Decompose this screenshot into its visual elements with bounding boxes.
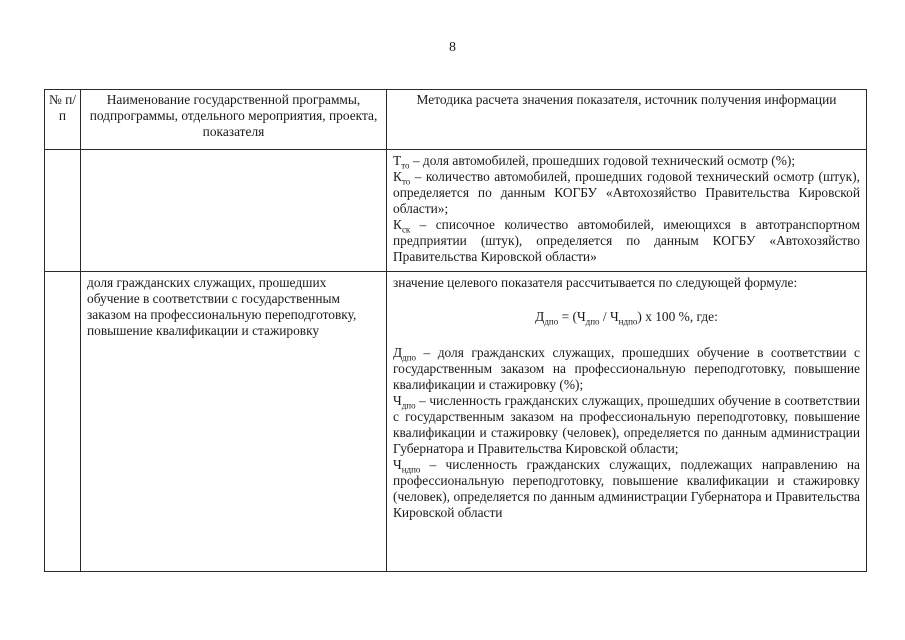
definition-tto: $Т_{то}$ – доля автомобилей, прошедших годовой технический осмотр (%); xyxy=(393,153,796,171)
header-name: Наименование государственной программы, подпрограммы, отдельного мероприятия, проекта, показателя xyxy=(81,90,387,150)
definition-ksk: $К_{ск}$ – списочное количество автомобилей, имеющихся в автотранспортном предприятии (штук), определяется по данным КОГБУ «Автохозяйство Правительства Кировской области» xyxy=(393,217,860,264)
table-row xyxy=(45,272,867,572)
formula-intro: значение целевого показателя рассчитывается по следующей формуле: xyxy=(393,275,798,290)
row1-method-cell xyxy=(387,150,867,272)
definition-chndpo: $Ч_{ндпо}$ – численность гражданских служащих, подлежащих направлению на профессиональную переподготовку, повышение квалификации и стажировку (человек), определяется по данным администрации Губернатора и Правительства Кировской области xyxy=(393,457,860,520)
row2-name-cell xyxy=(81,272,387,572)
definition-kto: $К_{то}$ – количество автомобилей, прошедших годовой технический осмотр (штук), определяется по данным КОГБУ «Автохозяйство Правительства Кировской области»; xyxy=(393,169,860,216)
indicator-table xyxy=(44,89,867,572)
row1-name-cell xyxy=(81,150,387,272)
row2-num-cell xyxy=(45,272,81,572)
header-method: Методика расчета значения показателя, источник получения информации xyxy=(387,90,867,150)
formula: $Д_{дпо} = (Ч_{дпо} / Ч_{ндпо})$ x 100 %, где: xyxy=(535,309,718,327)
page-number: 8 xyxy=(449,40,456,55)
indicator-name: доля гражданских служащих, прошедших обучение в соответствии с государственным заказом на профессиональную переподготовку, повышение квалификации и стажировку xyxy=(87,275,357,338)
definition-ddpo: $Д_{дпо}$ – доля гражданских служащих, прошедших обучение в соответствии с государственным заказом на профессиональную переподготовку, повышение квалификации и стажировку (%); xyxy=(393,345,860,392)
row1-num-cell xyxy=(45,150,81,272)
header-num: № п/п xyxy=(45,90,81,150)
table-header-row xyxy=(45,90,867,150)
row2-method-cell xyxy=(387,272,867,572)
table-row xyxy=(45,150,867,272)
definition-chdpo: $Ч_{дпо}$ – численность гражданских служащих, прошедших обучение в соответствии с государственным заказом на профессиональную переподготовку, повышение квалификации и стажировку (человек), определяется по данным администрации Губернатора и Правительства Кировской области; xyxy=(393,393,860,456)
